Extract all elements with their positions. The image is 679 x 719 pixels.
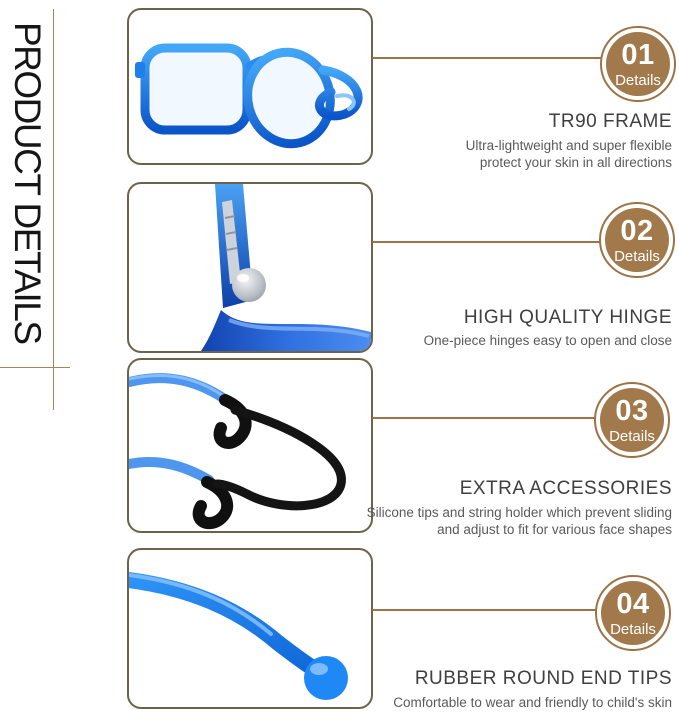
badge-04-number: 04 xyxy=(616,587,650,620)
section-1-desc-line1: Ultra-lightweight and super flexible xyxy=(465,138,672,153)
section-4-desc-line1: Comfortable to wear and friendly to child's skin xyxy=(393,695,672,710)
badge-01-label: Details xyxy=(615,71,661,89)
section-4-title: RUBBER ROUND END TIPS xyxy=(414,668,672,689)
badge-03 xyxy=(594,382,670,458)
badge-02-inner xyxy=(605,208,669,272)
callout-line-1 xyxy=(372,57,601,59)
section-3-description xyxy=(252,505,672,538)
page-title: PRODUCT DETAILS xyxy=(7,22,48,344)
section-1-title: TR90 FRAME xyxy=(548,111,672,132)
section-3-desc-line2: and adjust to fit for various face shapes xyxy=(437,521,672,537)
badge-02-number: 02 xyxy=(620,214,654,247)
section-2-description xyxy=(252,333,672,350)
badge-03-inner xyxy=(600,388,664,452)
callout-line-2 xyxy=(372,241,600,243)
badge-04-inner xyxy=(601,581,665,645)
horizontal-divider-line xyxy=(0,367,70,368)
badge-01-inner xyxy=(606,32,670,96)
section-4-description xyxy=(252,695,672,712)
badge-03-label: Details xyxy=(609,427,655,445)
badge-01-number: 01 xyxy=(621,38,655,71)
section-2-title: HIGH QUALITY HINGE xyxy=(463,307,672,328)
section-1-desc-line2: protect your skin in all directions xyxy=(479,154,672,170)
section-2-desc-line1: One-piece hinges easy to open and close xyxy=(423,333,672,348)
section-1-description xyxy=(252,138,672,171)
section-3-title: EXTRA ACCESSORIES xyxy=(459,478,672,499)
badge-04-label: Details xyxy=(610,620,656,638)
badge-02-label: Details xyxy=(614,247,660,265)
vertical-divider-line xyxy=(53,9,54,410)
callout-line-4 xyxy=(372,609,596,611)
section-3-desc-line1: Silicone tips and string holder which prevent sliding xyxy=(366,505,672,520)
badge-03-number: 03 xyxy=(615,394,649,427)
callout-line-3 xyxy=(372,417,595,419)
badge-01 xyxy=(600,26,676,102)
badge-04 xyxy=(595,575,671,651)
badge-02 xyxy=(599,202,675,278)
